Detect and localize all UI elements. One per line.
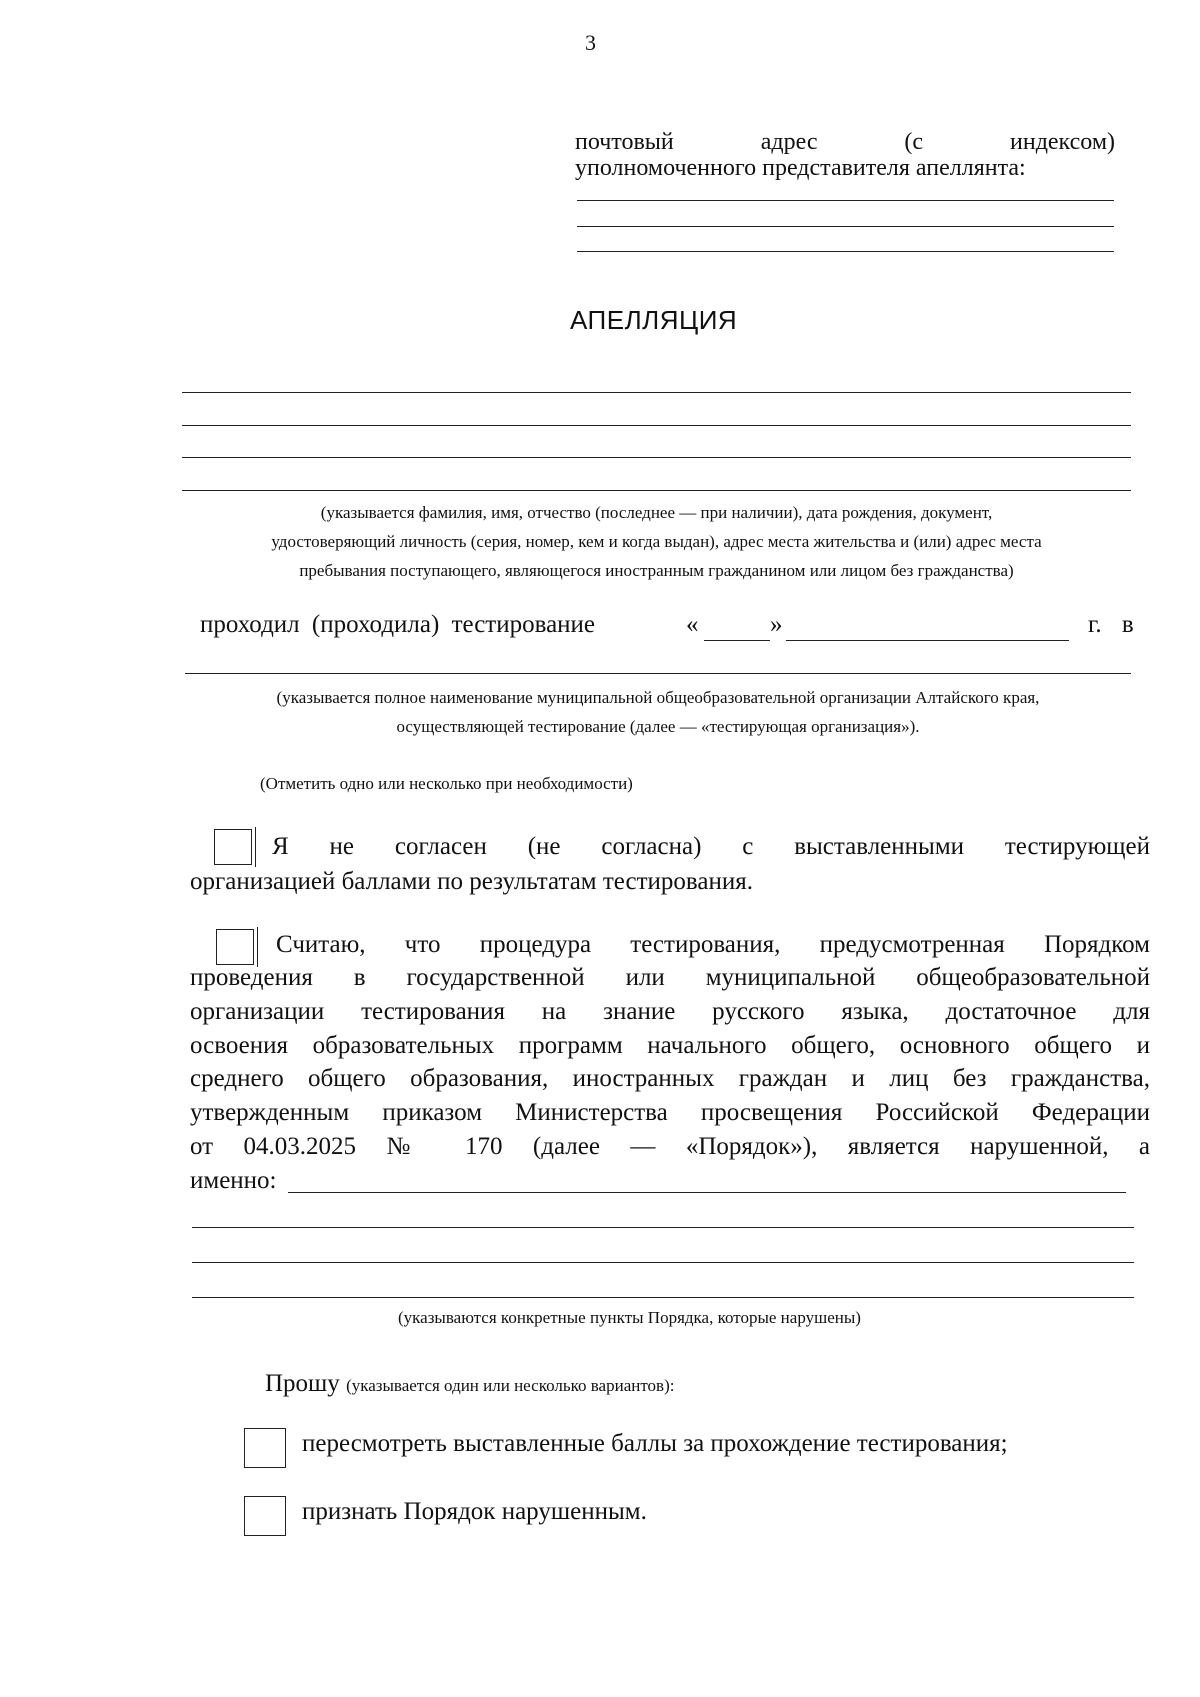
applicant-note: [182, 498, 1131, 585]
violations-field-line-1[interactable]: [288, 1192, 1126, 1193]
procedure-option-namely: именно:: [190, 1167, 277, 1194]
organization-note-line-1: (указывается полное наименование муниципальной общеобразовательной организации Алтайского края,: [276, 688, 1040, 707]
procedure-option-line-5: среднего общего образования, иностранных граждан и лиц без гражданства,: [190, 1065, 1150, 1092]
violations-note: (указываются конкретные пункты Порядка, которые нарушены): [398, 1308, 861, 1327]
request-label: Прошу: [265, 1370, 340, 1397]
request-heading: [265, 1370, 674, 1398]
rescore-checkbox[interactable]: [244, 1428, 286, 1468]
applicant-note-line-3: пребывания поступающего, являющегося иностранным гражданином или лицом без гражданства): [299, 561, 1014, 580]
address-field-line-3[interactable]: [577, 251, 1114, 252]
violations-field-line-2[interactable]: [192, 1227, 1134, 1228]
quote-close: »: [770, 611, 783, 638]
violations-field-line-4[interactable]: [192, 1297, 1134, 1298]
applicant-field-line-3[interactable]: [182, 457, 1131, 458]
applicant-note-line-1: (указывается фамилия, имя, отчество (последнее — при наличии), дата рождения, документ,: [320, 503, 993, 522]
checkbox-divider: [255, 827, 259, 867]
recognize-violation-checkbox[interactable]: [244, 1496, 286, 1536]
disagree-option-line-2: организацией баллами по результатам тестирования.: [190, 868, 754, 895]
procedure-option-line-3: организации тестирования на знание русского языка, достаточное для: [190, 998, 1150, 1025]
page-number: 3: [585, 30, 596, 55]
request-hint: (указывается один или несколько вариантов):: [346, 1376, 675, 1395]
testing-label: проходил (проходила) тестирование: [200, 611, 596, 638]
testing-day-field[interactable]: [704, 640, 770, 641]
recognize-violation-option-label: признать Порядок нарушенным.: [302, 1498, 647, 1525]
address-field-line-1[interactable]: [577, 200, 1114, 201]
applicant-field-line-4[interactable]: [182, 490, 1131, 491]
procedure-option-line-2: проведения в государственной или муниципальной общеобразовательной: [190, 964, 1150, 991]
procedure-option-line-7: от 04.03.2025 № 170 (далее — «Порядок»), является нарушенной, а: [190, 1133, 1150, 1160]
page-title: АПЕЛЛЯЦИЯ: [570, 305, 738, 335]
violations-field-line-3[interactable]: [192, 1262, 1134, 1263]
disagree-option-line-1: Я не согласен (не согласна) с выставленными тестирующей: [272, 833, 1150, 860]
disagree-checkbox[interactable]: [214, 829, 252, 865]
applicant-note-line-2: удостоверяющий личность (серия, номер, кем и когда выдан), адрес места жительства и (или) адрес места: [271, 532, 1042, 551]
address-label-line2: уполномоченного представителя апеллянта:: [575, 155, 1026, 181]
applicant-field-line-2[interactable]: [182, 425, 1131, 426]
organization-note: [185, 683, 1131, 741]
rescore-option-label: пересмотреть выставленные баллы за прохождение тестирования;: [302, 1430, 1008, 1457]
quote-open: «: [686, 611, 699, 638]
applicant-field-line-1[interactable]: [182, 392, 1131, 393]
address-label-line1: почтовый адрес (с индексом): [575, 129, 1115, 155]
organization-field-line[interactable]: [185, 673, 1131, 674]
testing-month-field[interactable]: [786, 640, 1069, 641]
procedure-option-line-4: освоения образовательных программ начального общего, основного общего и: [190, 1032, 1150, 1059]
organization-note-line-2: осуществляющей тестирование (далее — «тестирующая организация»).: [396, 717, 920, 736]
procedure-violated-checkbox[interactable]: [216, 929, 254, 965]
mark-hint: (Отметить одно или несколько при необходимости): [260, 774, 633, 793]
procedure-option-line-6: утвержденным приказом Министерства просвещения Российской Федерации: [190, 1099, 1150, 1126]
testing-year-suffix: г. в: [1088, 611, 1134, 638]
address-field-line-2[interactable]: [577, 226, 1114, 227]
procedure-option-line-1: Считаю, что процедура тестирования, предусмотренная Порядком: [276, 931, 1150, 958]
